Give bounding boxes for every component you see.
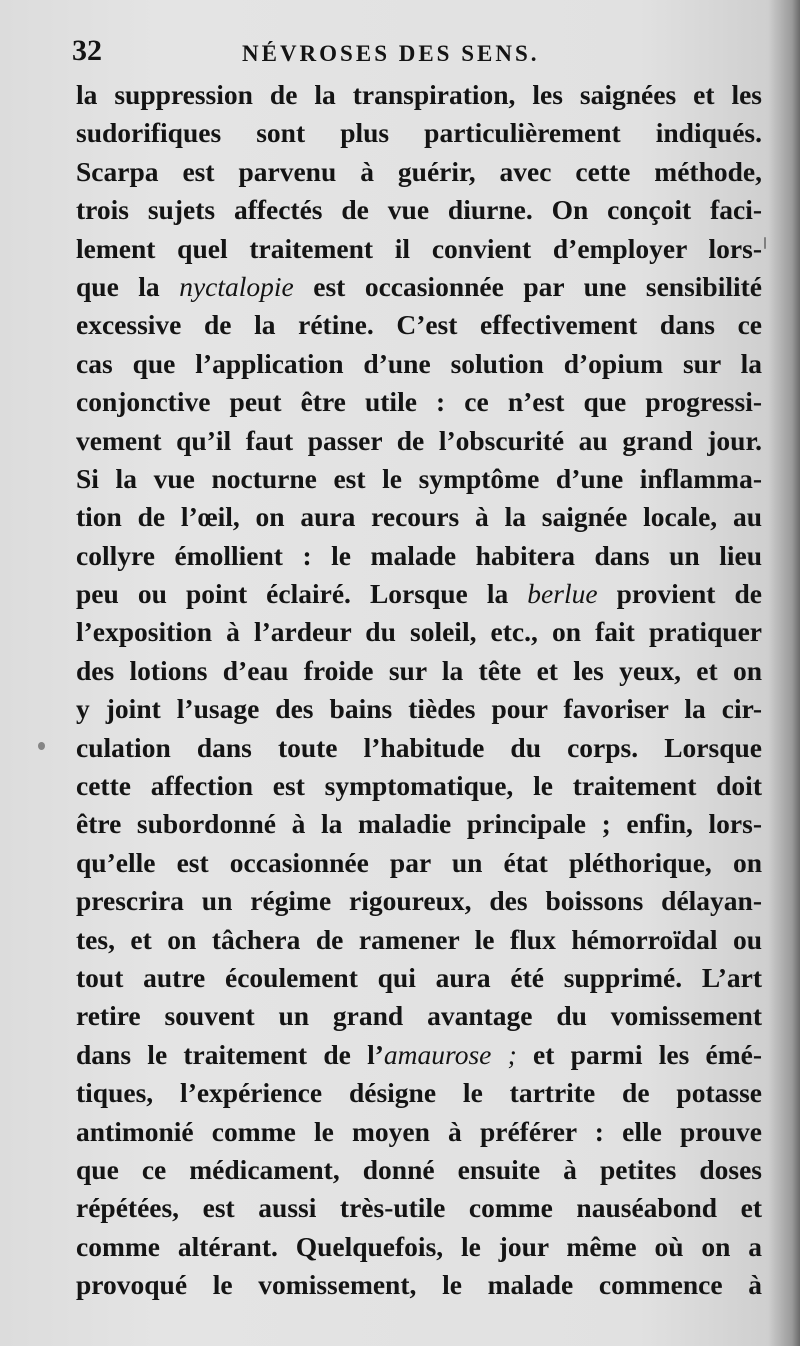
text-run: antimonié comme le moyen à préférer : elle prouve [76, 1115, 762, 1147]
text-line [76, 422, 762, 460]
text-run: excessive de la rétine. C’est effectivement dans ce [76, 309, 762, 341]
body-text [76, 76, 762, 1305]
text-line [76, 191, 762, 229]
text-line [76, 844, 762, 882]
text-run: être subordonné à la maladie principale ; enfin, lors- [76, 808, 762, 840]
text-line [76, 959, 762, 997]
text-run: peu ou point éclairé. Lorsque la [76, 578, 528, 610]
text-run: que la [76, 270, 180, 302]
text-run: tes, et on tâchera de ramener le flux hémorroïdal ou [76, 923, 762, 955]
text-line [76, 767, 762, 805]
text-run: conjonctive peut être utile : ce n’est que progressi- [76, 386, 762, 418]
text-run: dans le traitement de l’ [76, 1038, 384, 1070]
text-line [76, 805, 762, 843]
text-run: provoqué le vomissement, le malade commence à [76, 1269, 762, 1301]
text-line [76, 383, 762, 421]
text-run: collyre émollient : le malade habitera dans un lieu [76, 539, 762, 571]
text-run: Scarpa est parvenu à guérir, avec cette méthode, [76, 155, 762, 187]
text-line [76, 230, 762, 268]
text-run: tiques, l’expérience désigne le tartrite de potasse [76, 1077, 762, 1109]
text-run: cas que l’application d’une solution d’opium sur la [76, 347, 762, 379]
text-line [76, 460, 762, 498]
text-run: cette affection est symptomatique, le traitement doit [76, 770, 762, 802]
text-run: retire souvent un grand avantage du vomissement [76, 1000, 762, 1032]
text-run: répétées, est aussi très-utile comme nauséabond et [76, 1192, 762, 1224]
text-run: lement quel traitement il convient d’employer lors- [76, 232, 762, 264]
text-line [76, 114, 762, 152]
text-line [76, 153, 762, 191]
text-run: trois sujets affectés de vue diurne. On conçoit faci- [76, 194, 762, 226]
text-line [76, 1266, 762, 1304]
text-line [76, 575, 762, 613]
ink-speck [38, 742, 45, 750]
text-line [76, 882, 762, 920]
text-run: vement qu’il faut passer de l’obscurité au grand jour. [76, 424, 762, 456]
text-line [76, 1113, 762, 1151]
text-run: sudorifiques sont plus particulièrement indiqués. [76, 117, 762, 149]
text-run: qu’elle est occasionnée par un état pléthorique, on [76, 846, 762, 878]
text-line [76, 1074, 762, 1112]
text-run: provient de [597, 578, 762, 610]
text-run: et parmi les émé- [516, 1038, 762, 1070]
text-run: que ce médicament, donné ensuite à petites doses [76, 1153, 762, 1185]
text-run: prescrira un régime rigoureux, des boissons délayan- [76, 885, 762, 917]
text-line [76, 268, 762, 306]
italic-term: amaurose ; [383, 1038, 517, 1070]
text-run: des lotions d’eau froide sur la tête et les yeux, et on [76, 654, 762, 686]
text-run: l’exposition à l’ardeur du soleil, etc., on fait pratiquer [76, 616, 762, 648]
italic-term: nyctalopie [179, 270, 294, 302]
text-line [76, 729, 762, 767]
text-line [76, 1189, 762, 1227]
text-line [76, 345, 762, 383]
text-line [76, 498, 762, 536]
text-run: culation dans toute l’habitude du corps. Lorsque [76, 731, 762, 763]
text-line [76, 306, 762, 344]
text-line [76, 997, 762, 1035]
page-header [72, 33, 772, 73]
text-line [76, 652, 762, 690]
text-run: tion de l’œil, on aura recours à la saignée locale, au [76, 501, 762, 533]
text-run: est occasionnée par une sensibilité [293, 270, 762, 302]
text-line [76, 1228, 762, 1266]
text-run: la suppression de la transpiration, les saignées et les [76, 79, 762, 110]
text-line [76, 690, 762, 728]
text-line [76, 1151, 762, 1189]
text-run: y joint l’usage des bains tièdes pour favoriser la cir- [76, 693, 762, 725]
text-run: tout autre écoulement qui aura été supprimé. L’art [76, 961, 762, 993]
page-number: 32 [72, 34, 102, 67]
text-run: comme altérant. Quelquefois, le jour même où on a [76, 1230, 762, 1262]
text-run: Si la vue nocturne est le symptôme d’une inflamma- [76, 462, 762, 494]
ink-speck [764, 237, 766, 249]
text-line [76, 921, 762, 959]
text-line [76, 1036, 762, 1074]
text-line [76, 76, 762, 114]
text-line [76, 613, 762, 651]
italic-term: berlue [527, 578, 598, 610]
text-line [76, 537, 762, 575]
running-head: NÉVROSES DES SENS. [242, 41, 540, 66]
